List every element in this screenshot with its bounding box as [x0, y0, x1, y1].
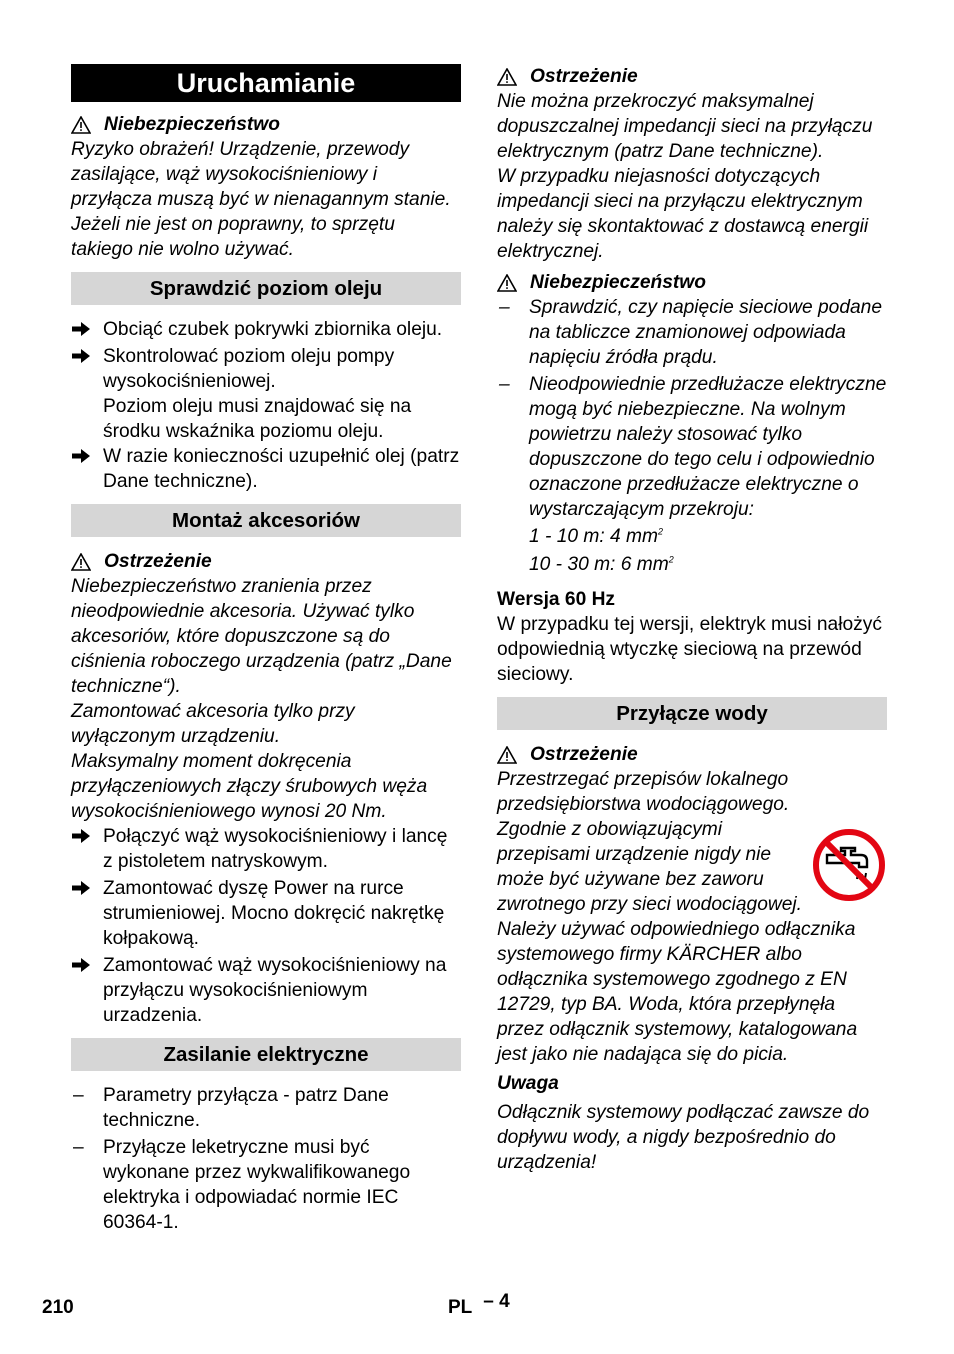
accessories-step-3: Zamontować wąż wysokociśnieniowy na przyłączu wysokociśnieniowym urzadzenia. — [103, 955, 447, 1026]
accessories-step-1: Połączyć wąż wysokociśnieniowy i lancę z pistoletem natryskowym. — [103, 826, 448, 872]
water-warning-1: Przestrzegać przepisów lokalnego przedsiębiorstwa wodociągowego. — [497, 769, 790, 815]
warning-triangle-icon — [497, 68, 517, 86]
warning-triangle-icon — [497, 746, 517, 764]
version-60hz-heading: Wersja 60 Hz — [497, 589, 616, 610]
warning-heading-text: Ostrzeżenie — [104, 551, 212, 572]
danger-heading-text: Niebezpieczeństwo — [104, 114, 280, 135]
warning-heading-text: Ostrzeżenie — [530, 744, 638, 765]
dash-bullet-icon: – — [499, 297, 510, 318]
oil-step-2: Skontrolować poziom oleju pompy wysokociśnieniowej. — [103, 346, 395, 392]
cable-spec-2: 10 - 30 m: 6 $mm^2$ — [529, 554, 674, 575]
arrow-right-icon — [71, 878, 91, 898]
left-column — [71, 64, 461, 1235]
list-item — [71, 824, 461, 874]
list-item — [71, 953, 461, 1028]
power-item-2: Przyłącze leketryczne musi być wykonane przez wykwalifikowanego elektryka i odpowiadać normie IEC 60364-1. — [103, 1137, 411, 1233]
list-item — [71, 876, 461, 951]
section-heading-power: Zasilanie elektryczne — [71, 1038, 461, 1071]
note-text: Odłącznik systemowy podłączać zawsze do dopływu wody, a nigdy bezpośrednio do urządzenia! — [497, 1102, 870, 1173]
accessories-warning-3: Maksymalny moment dokręcenia przyłączeniowych złączy śrubowych węża wysokociśnieniowego wynosi 20 Nm. — [71, 751, 428, 822]
version-60hz-text: W przypadku tej wersji, elektryk musi nałożyć odpowiednią wtyczkę sieciową na przewód sieciowy. — [497, 614, 882, 685]
list-item — [71, 317, 461, 342]
warning-heading — [71, 549, 461, 574]
right-column — [497, 64, 887, 1175]
water-warning-2: Zgodnie z obowiązującymi przepisami urządzenie nigdy nie może być używane bez zaworu zwrotnego przy sieci wodociągowej. Należy używać odpowiedniego odłącznika systemowego firmy KÄRCHER albo odłącznika systemowego zgodnego z EN 12729, typ BA. Woda, która przepłynęła przez odłącznik systemowy, katalogowana jest jako nie nadająca się do picia. — [497, 819, 858, 1065]
oil-step-2-note: Poziom oleju musi znajdować się na środku wskaźnika poziomu oleju. — [103, 396, 412, 442]
water-warning-2-wrap — [497, 817, 887, 1067]
dash-bullet-icon: – — [499, 374, 510, 395]
accessories-step-2: Zamontować dyszę Power na rurce strumieniowej. Mocno dokręcić nakrętkę kołpakową. — [103, 878, 445, 949]
list-item — [497, 372, 887, 522]
danger-heading — [71, 112, 461, 137]
cable-spec-1: 1 - 10 m: 4 $mm^2$ — [529, 526, 664, 547]
page-language-label — [448, 1291, 510, 1319]
accessories-warning-2: Zamontować akcesoria tylko przy wyłączonym urządzeniu. — [71, 701, 355, 747]
warning-heading — [497, 742, 887, 767]
dash-bullet-icon: – — [73, 1085, 84, 1106]
danger-heading-text: Niebezpieczeństwo — [530, 272, 706, 293]
power-item-1: Parametry przyłącza - patrz Dane techniczne. — [103, 1085, 389, 1131]
danger-item-1: Sprawdzić, czy napięcie sieciowe podane na tabliczce znamionowej odpowiada napięciu źródła prądu. — [529, 297, 883, 368]
danger-item-2: Nieodpowiednie przedłużacze elektryczne mogą być niebezpieczne. Na wolnym powietrzu należy stosować tylko dopuszczone do tego celu i odpowiednio oznaczone przedłużacze elektryczne o wystarczającym przekroju: — [529, 374, 887, 520]
arrow-right-icon — [71, 955, 91, 975]
impedance-warning-2: W przypadku niejasności dotyczących impedancji sieci na przyłączu elektrycznym należy się skontaktować z dostawcą energii elektrycznej. — [497, 166, 869, 262]
warning-heading — [497, 64, 887, 89]
no-drinking-water-tap-icon — [811, 827, 887, 903]
section-heading-oil: Sprawdzić poziom oleju — [71, 272, 461, 305]
arrow-right-icon — [71, 346, 91, 366]
section-heading-accessories: Montaż akcesoriów — [71, 504, 461, 537]
impedance-warning-1: Nie można przekroczyć maksymalnej dopuszczalnej impedancji sieci na przyłączu elektrycznym (patrz Dane techniczne). — [497, 91, 873, 162]
list-item — [497, 295, 887, 370]
sub-page-number: – 4 — [483, 1291, 510, 1312]
oil-step-1: Obciąć czubek pokrywki zbiornika oleju. — [103, 319, 443, 340]
arrow-right-icon — [71, 446, 91, 466]
warning-heading-text: Ostrzeżenie — [530, 66, 638, 87]
danger-heading — [497, 270, 887, 295]
page-title: Uruchamianie — [71, 64, 461, 102]
language-code: PL — [448, 1297, 472, 1318]
note-heading: Uwaga — [497, 1073, 559, 1094]
list-item — [71, 344, 461, 394]
dash-bullet-icon: – — [73, 1137, 84, 1158]
arrow-right-icon — [71, 319, 91, 339]
warning-triangle-icon — [497, 274, 517, 292]
danger-text: Ryzyko obrażeń! Urządzenie, przewody zasilające, wąż wysokociśnieniowy i przyłącza muszą być w nienagannym stanie. Jeżeli nie jest on poprawny, to sprzętu takiego nie wolno używać. — [71, 139, 451, 260]
page-number: 210 — [42, 1297, 74, 1318]
list-item — [71, 444, 461, 494]
arrow-right-icon — [71, 826, 91, 846]
oil-step-3: W razie konieczności uzupełnić olej (patrz Dane techniczne). — [103, 446, 460, 492]
list-item — [71, 1135, 461, 1235]
section-heading-water: Przyłącze wody — [497, 697, 887, 730]
warning-triangle-icon — [71, 553, 91, 571]
warning-triangle-icon — [71, 116, 91, 134]
accessories-warning-1: Niebezpieczeństwo zranienia przez nieodpowiednie akcesoria. Używać tylko akcesoriów, które dopuszczone są do ciśnienia roboczego urządzenia (patrz „Dane techniczne“). — [71, 576, 452, 697]
list-item — [71, 1083, 461, 1133]
